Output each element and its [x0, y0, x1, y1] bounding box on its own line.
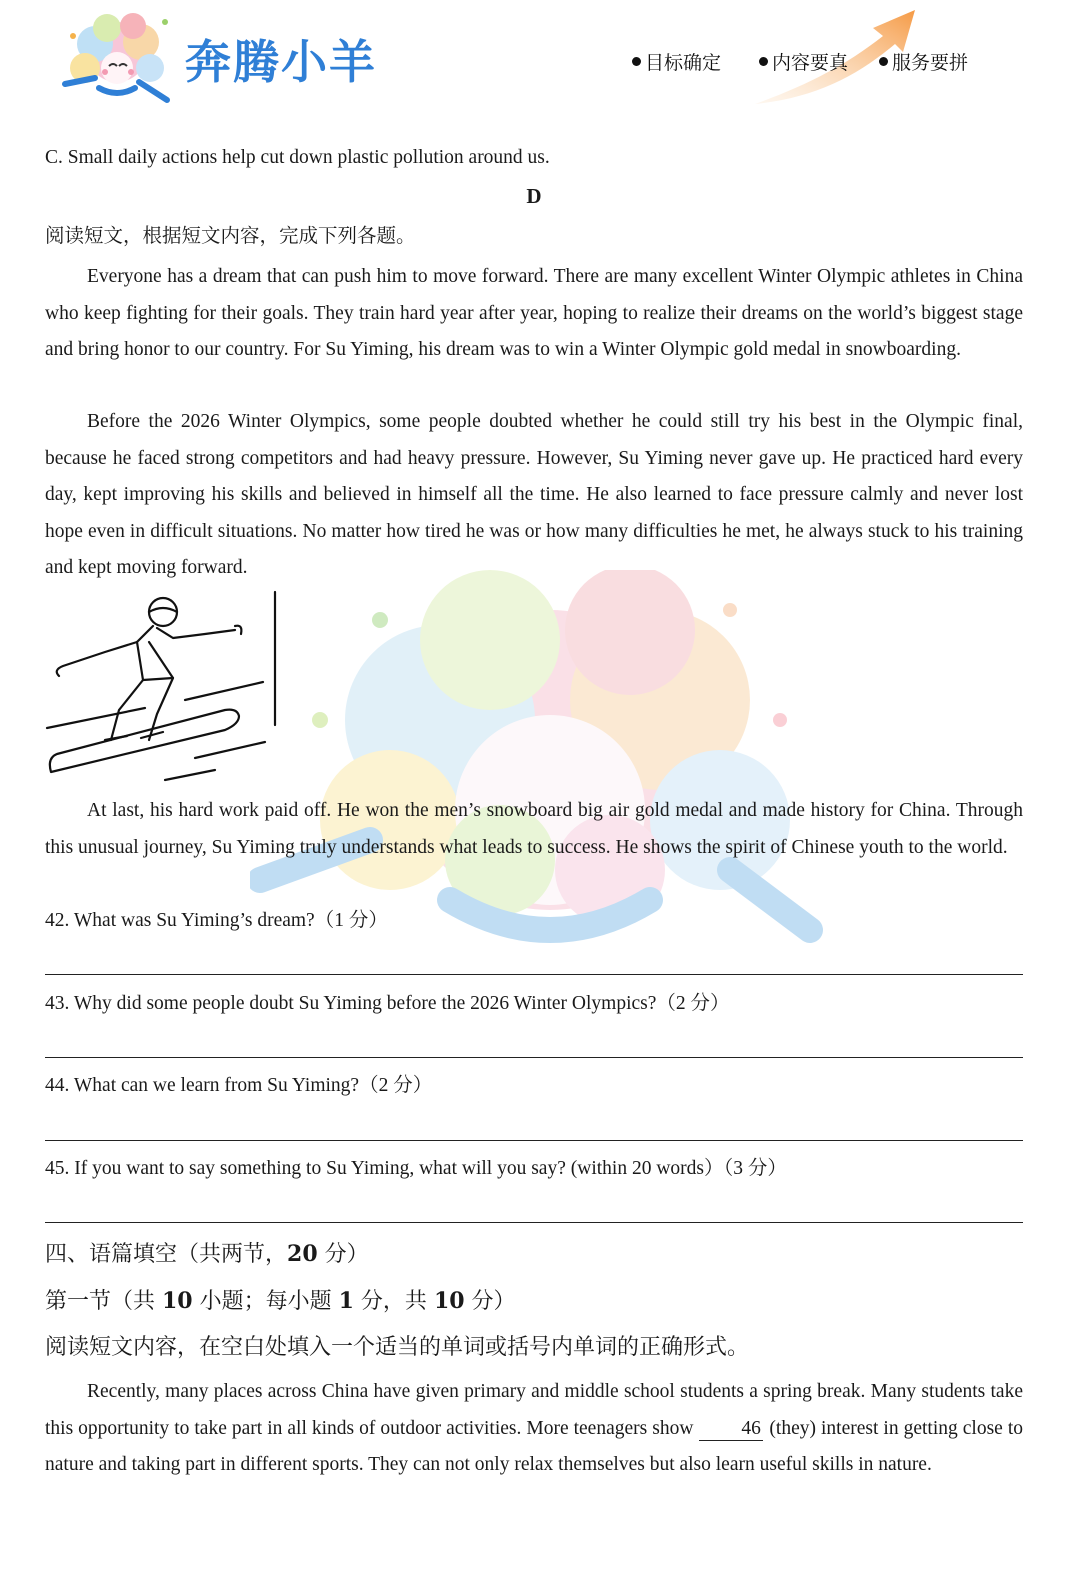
reading-instruction: 阅读短文，根据短文内容，完成下列各题。: [45, 224, 416, 247]
question-42: 42. What was Su Yiming’s dream?（1 分）: [45, 910, 388, 931]
page-header: [0, 0, 1080, 125]
cloze-paragraph: Recently, many places across China have given primary and middle school students a spring break. Many students take this opportunity to take part in all kinds of outdoor activities. More teenagers show 46 (they) interest in getting close to nature and taking part in different sports. They can not only relax themselves but also learn useful skills in nature.: [45, 1381, 1024, 1475]
section-heading: D: [526, 184, 542, 208]
snowboarder-illustration: [45, 590, 285, 790]
paragraph-2: Before the 2026 Winter Olympics, some people doubted whether he could still try his best in the Olympic final, because he faced strong competitors and had heavy pressure. However, Su Yiming never gave up. He practiced hard every day, kept improving his skills and believed in himself all the time. He also learned to face pressure calmly and never lost hope even in difficult situations. No matter how tired he was or how many difficulties he met, he always stuck to his training and kept moving forward.: [45, 411, 1023, 578]
brand-logo-icon: [55, 8, 185, 108]
brand-name: 奔腾小羊: [185, 35, 377, 89]
question-43: 43. Why did some people doubt Su Yiming before the 2026 Winter Olympics?（2 分）: [45, 993, 730, 1014]
bullet-icon: [632, 57, 641, 66]
bullet-icon: [759, 57, 768, 66]
answer-line-44[interactable]: [45, 1140, 1023, 1141]
blank-46[interactable]: 46: [699, 1418, 763, 1441]
fill-instruction: 阅读短文内容，在空白处填入一个适当的单词或括号内单词的正确形式。: [45, 1335, 750, 1360]
paragraph-3: At last, his hard work paid off. He won the men’s snowboard big air gold medal and made history for China. Through this unusual journey, Su Yiming truly understands what leads to success. He shows the spirit of Chinese youth to the world.: [45, 800, 1023, 858]
question-45: 45. If you want to say something to Su Yiming, what will you say? (within 20 words）（3 分）: [45, 1158, 787, 1179]
question-44: 44. What can we learn from Su Yiming?（2 分）: [45, 1075, 433, 1096]
slogan-item: 内容要真: [759, 48, 848, 75]
answer-line-45[interactable]: [45, 1222, 1023, 1223]
answer-line-43[interactable]: [45, 1057, 1023, 1058]
part-4-title: 四、语篇填空（共两节，20 分）: [45, 1241, 369, 1267]
slogan-item: 目标确定: [632, 48, 721, 75]
slogan-item: 服务要拼: [879, 48, 968, 75]
option-c: C. Small daily actions help cut down plastic pollution around us.: [45, 147, 550, 168]
bullet-icon: [879, 57, 888, 66]
paragraph-1: Everyone has a dream that can push him to move forward. There are many excellent Winter Olympic athletes in China who keep fighting for their goals. They train hard year after year, hoping to realize their dreams on the world’s biggest stage and bring honor to our country. For Su Yiming, his dream was to win a Winter Olympic gold medal in snowboarding.: [45, 266, 1023, 360]
section-1-title: 第一节（共 10 小题；每小题 1 分，共 10 分）: [45, 1288, 516, 1314]
answer-line-42[interactable]: [45, 974, 1023, 975]
